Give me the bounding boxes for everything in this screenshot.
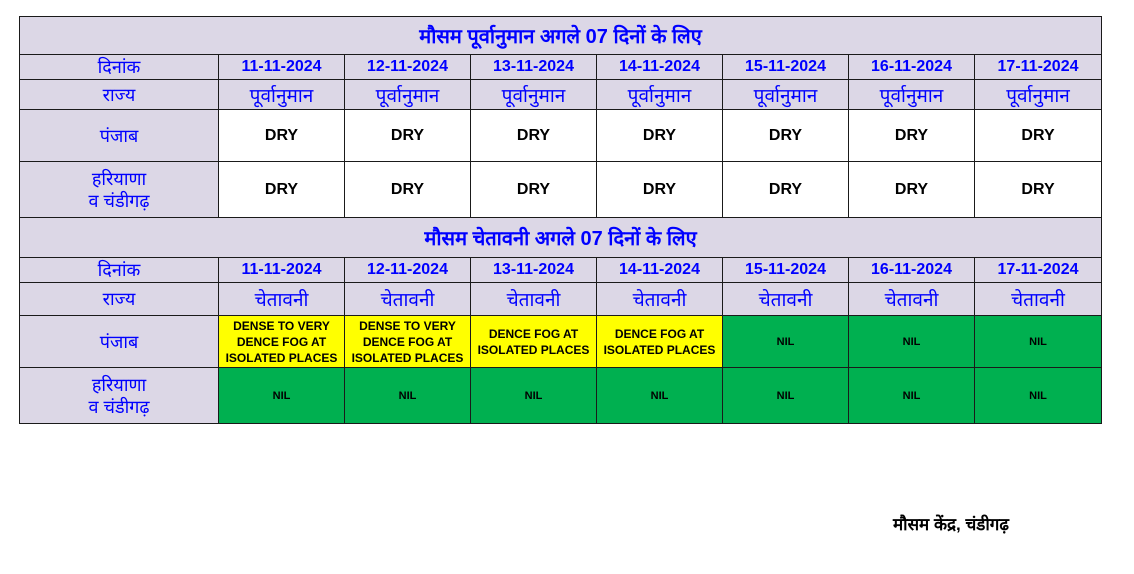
- forecast-cell: DRY: [597, 162, 723, 218]
- forecast-title-row: [20, 17, 1102, 55]
- warning-column-header: चेतावनी: [723, 283, 849, 316]
- warning-cell: NIL: [975, 316, 1102, 368]
- warning-cell: NIL: [219, 368, 345, 424]
- forecast-date: 16-11-2024: [849, 55, 975, 80]
- forecast-cell: DRY: [219, 110, 345, 162]
- forecast-column-header: पूर्वानुमान: [723, 80, 849, 110]
- forecast-column-header: पूर्वानुमान: [471, 80, 597, 110]
- state-name-line: व चंडीगढ़: [88, 396, 150, 417]
- forecast-column-header: पूर्वानुमान: [345, 80, 471, 110]
- warning-column-header: चेतावनी: [975, 283, 1102, 316]
- forecast-cell: DRY: [723, 110, 849, 162]
- warning-cell: NIL: [849, 316, 975, 368]
- warning-text-line: ISOLATED PLACES: [603, 342, 716, 357]
- forecast-cell: DRY: [597, 110, 723, 162]
- warning-column-header: चेतावनी: [849, 283, 975, 316]
- forecast-date-label: दिनांक: [20, 55, 219, 80]
- state-name: [20, 162, 219, 218]
- forecast-cell: DRY: [345, 162, 471, 218]
- forecast-date: 15-11-2024: [723, 55, 849, 80]
- forecast-column-header: पूर्वानुमान: [219, 80, 345, 110]
- warning-date: 12-11-2024: [345, 258, 471, 283]
- warning-column-header: चेतावनी: [597, 283, 723, 316]
- forecast-cell: DRY: [975, 162, 1102, 218]
- warning-cell: NIL: [975, 368, 1102, 424]
- weather-table: [19, 16, 1102, 424]
- warning-header-row: [20, 283, 1102, 316]
- state-name-line: हरियाणा: [91, 168, 147, 189]
- forecast-cell: DRY: [849, 162, 975, 218]
- forecast-date: 13-11-2024: [471, 55, 597, 80]
- warning-date: 11-11-2024: [219, 258, 345, 283]
- warning-cell: NIL: [723, 316, 849, 368]
- warning-text-line: DENSE TO VERY: [233, 318, 330, 333]
- warning-cell: NIL: [723, 368, 849, 424]
- warning-date: 15-11-2024: [723, 258, 849, 283]
- forecast-date: 14-11-2024: [597, 55, 723, 80]
- warning-text-line: ISOLATED PLACES: [351, 350, 464, 365]
- warning-text-line: DENCE FOG AT: [614, 326, 705, 341]
- warning-date-row: [20, 258, 1102, 283]
- forecast-cell: DRY: [471, 110, 597, 162]
- warning-column-header: चेतावनी: [219, 283, 345, 316]
- forecast-title: मौसम पूर्वानुमान अगले 07 दिनों के लिए: [20, 17, 1102, 55]
- warning-row-punjab: [20, 316, 1102, 368]
- state-name: पंजाब: [20, 316, 219, 368]
- warning-column-header: चेतावनी: [471, 283, 597, 316]
- warning-cell: NIL: [849, 368, 975, 424]
- warning-date: 17-11-2024: [975, 258, 1102, 283]
- warning-state-label: राज्य: [20, 283, 219, 316]
- forecast-cell: DRY: [471, 162, 597, 218]
- state-name: पंजाब: [20, 110, 219, 162]
- warning-text-line: ISOLATED PLACES: [477, 342, 590, 357]
- issuing-office: मौसम केंद्र, चंडीगढ़: [893, 515, 1009, 534]
- forecast-header-row: [20, 80, 1102, 110]
- forecast-column-header: पूर्वानुमान: [849, 80, 975, 110]
- forecast-date: 17-11-2024: [975, 55, 1102, 80]
- warning-date: 14-11-2024: [597, 258, 723, 283]
- forecast-column-header: पूर्वानुमान: [597, 80, 723, 110]
- warning-date-label: दिनांक: [20, 258, 219, 283]
- forecast-cell: DRY: [219, 162, 345, 218]
- warning-text-line: DENCE FOG AT: [488, 326, 579, 341]
- warning-cell: [471, 316, 597, 368]
- forecast-date: 12-11-2024: [345, 55, 471, 80]
- state-name: [20, 368, 219, 424]
- warning-text-line: DENCE FOG AT: [362, 334, 453, 349]
- state-name-line: हरियाणा: [91, 374, 147, 395]
- warning-text-line: ISOLATED PLACES: [225, 350, 338, 365]
- warning-cell: [597, 316, 723, 368]
- warning-text-line: DENCE FOG AT: [236, 334, 327, 349]
- forecast-column-header: पूर्वानुमान: [975, 80, 1102, 110]
- forecast-cell: DRY: [723, 162, 849, 218]
- warning-cell: NIL: [471, 368, 597, 424]
- forecast-row-haryana: [20, 162, 1102, 218]
- forecast-cell: DRY: [345, 110, 471, 162]
- warning-cell: NIL: [597, 368, 723, 424]
- forecast-date: 11-11-2024: [219, 55, 345, 80]
- forecast-cell: DRY: [849, 110, 975, 162]
- forecast-date-row: [20, 55, 1102, 80]
- forecast-cell: DRY: [975, 110, 1102, 162]
- warning-text-line: DENSE TO VERY: [359, 318, 456, 333]
- warning-row-haryana: [20, 368, 1102, 424]
- warning-date: 16-11-2024: [849, 258, 975, 283]
- warning-column-header: चेतावनी: [345, 283, 471, 316]
- state-name-line: व चंडीगढ़: [88, 190, 150, 211]
- warning-cell: [219, 316, 345, 368]
- warning-cell: NIL: [345, 368, 471, 424]
- warning-cell: [345, 316, 471, 368]
- warning-title: मौसम चेतावनी अगले 07 दिनों के लिए: [20, 218, 1102, 258]
- forecast-row-punjab: [20, 110, 1102, 162]
- forecast-state-label: राज्य: [20, 80, 219, 110]
- warning-date: 13-11-2024: [471, 258, 597, 283]
- warning-title-row: [20, 218, 1102, 258]
